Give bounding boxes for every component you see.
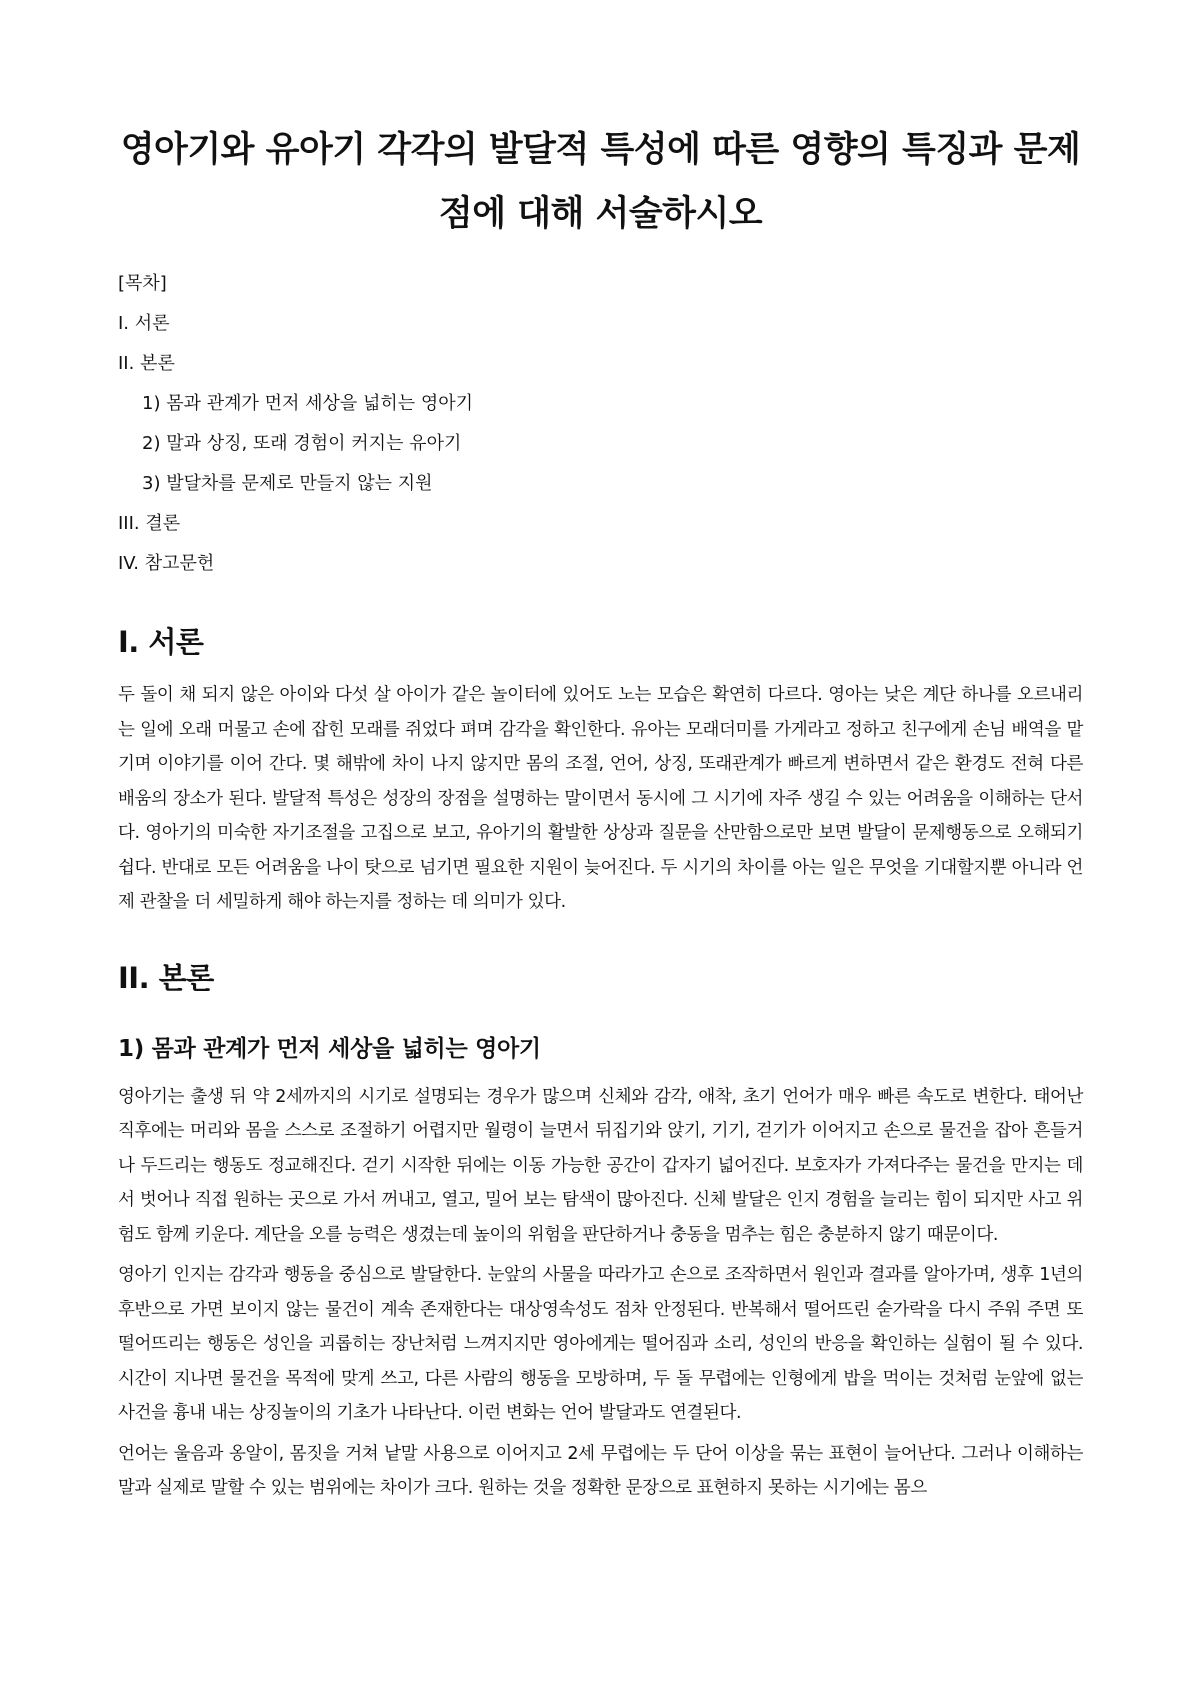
body-paragraph: 언어는 울음과 옹알이, 몸짓을 거쳐 낱말 사용으로 이어지고 2세 무렵에는 두 단어 이상을 묶는 표현이 늘어난다. 그러나 이해하는 말과 실제로 말할 수 있는 범위에는 차이가 크다. 원하는 것을 정확한 문장으로 표현하지 못하는 시기에는 몸으 [118,1443,1083,1498]
toc-heading: [목차] [118,273,167,294]
table-of-contents [118,264,1083,584]
section-heading-body: II. 본론 [118,960,214,995]
section-heading-intro: I. 서론 [118,625,204,659]
document-title: 영아기와 유아기 각각의 발달적 특성에 따른 영향의 특징과 문제점에 대해 서술하시오 [120,130,1081,234]
toc-item-references: IV. 참고문헌 [118,553,215,574]
toc-item-intro: I. 서론 [118,313,170,334]
toc-item-body-2: 2) 말과 상징, 또래 경험이 커지는 유아기 [142,433,462,454]
toc-item-conclusion: III. 결론 [118,513,181,534]
toc-item-body-1: 1) 몸과 관계가 먼저 세상을 넓히는 영아기 [142,393,474,414]
intro-paragraph: 두 돌이 채 되지 않은 아이와 다섯 살 아이가 같은 놀이터에 있어도 노는 모습은 확연히 다르다. 영아는 낮은 계단 하나를 오르내리는 일에 오래 머물고 손에 잡힌 모래를 쥐었다 펴며 감각을 확인한다. 유아는 모래더미를 가게라고 정하고 친구에게 손님 배역을 맡기며 이야기를 이어 간다. 몇 해밖에 차이 나지 않지만 몸의 조절, 언어, 상징, 또래관계가 빠르게 변하면서 같은 환경도 전혀 다른 배움의 장소가 된다. 발달적 특성은 성장의 장점을 설명하는 말이면서 동시에 그 시기에 자주 생길 수 있는 어려움을 이해하는 단서다. 영아기의 미숙한 자기조절을 고집으로 보고, 유아기의 활발한 상상과 질문을 산만함으로만 보면 발달이 문제행동으로 오해되기 쉽다. 반대로 모든 어려움을 나이 탓으로 넘기면 필요한 지원이 늦어진다. 두 시기의 차이를 아는 일은 무엇을 기대할지뿐 아니라 언제 관찰을 더 세밀하게 해야 하는지를 정하는 데 의미가 있다. [118,685,1083,912]
body-paragraph: 영아기는 출생 뒤 약 2세까지의 시기로 설명되는 경우가 많으며 신체와 감각, 애착, 초기 언어가 매우 빠른 속도로 변한다. 태어난 직후에는 머리와 몸을 스스로 조절하기 어렵지만 월령이 늘면서 뒤집기와 앉기, 기기, 걷기가 이어지고 손으로 물건을 잡아 흔들거나 두드리는 행동도 정교해진다. 걷기 시작한 뒤에는 이동 가능한 공간이 갑자기 넓어진다. 보호자가 가져다주는 물건을 만지는 데서 벗어나 직접 원하는 곳으로 가서 꺼내고, 열고, 밀어 보는 탐색이 많아진다. 신체 발달은 인지 경험을 늘리는 힘이 되지만 사고 위험도 함께 키운다. 계단을 오를 능력은 생겼는데 높이의 위험을 판단하거나 충동을 멈추는 힘은 충분하지 않기 때문이다. [118,1086,1083,1245]
toc-item-body: II. 본론 [118,353,175,374]
body-paragraph: 영아기 인지는 감각과 행동을 중심으로 발달한다. 눈앞의 사물을 따라가고 손으로 조작하면서 원인과 결과를 알아가며, 생후 1년의 후반으로 가면 보이지 않는 물건이 계속 존재한다는 대상영속성도 점차 안정된다. 반복해서 떨어뜨린 숟가락을 다시 주워 주면 또 떨어뜨리는 행동은 성인을 괴롭히는 장난처럼 느껴지지만 영아에게는 떨어짐과 소리, 성인의 반응을 확인하는 실험이 될 수 있다. 시간이 지나면 물건을 목적에 맞게 쓰고, 다른 사람의 행동을 모방하며, 두 돌 무렵에는 인형에게 밥을 먹이는 것처럼 눈앞에 없는 사건을 흉내 내는 상징놀이의 기초가 나타난다. 이런 변화는 언어 발달과도 연결된다. [118,1265,1083,1423]
subsection-heading-infancy: 1) 몸과 관계가 먼저 세상을 넓히는 영아기 [118,1035,541,1062]
toc-item-body-3: 3) 발달차를 문제로 만들지 않는 지원 [142,473,433,494]
